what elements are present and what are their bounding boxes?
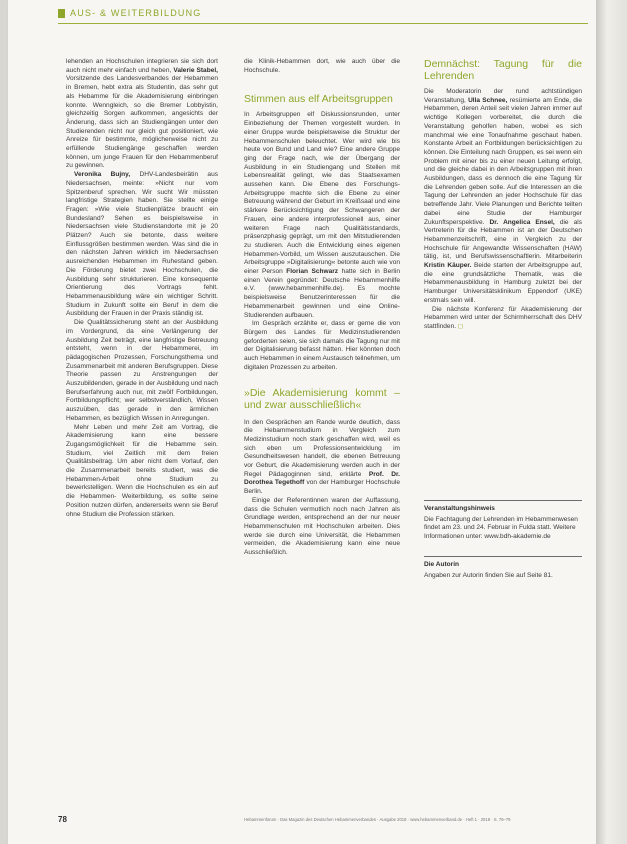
- section-label: AUS- & WEITERBILDUNG: [70, 8, 202, 18]
- body-text: Beide starten der Arbeitsgruppe auf, die eine grundsätzliche Thematik, was die Hebammenausbildung in Hamburg zuletzt bei der Hamburger Universitätsklinikum Eppendorf (UKE) erstmals sein will.: [424, 262, 582, 304]
- body-text: Vorsitzende des Landesverbandes der Hebammen in Bremen, hebt extra als Studentin, das sehr gut als Hebamme für die Akademisierung einbringen konnte. Wenngleich, so die Bremer Lobbyistin, gleichzeitig Sorgen aufkommen, angesichts der Änderung, dass sich an Studiengängen unter den Studierenden nicht nur gleich gut positioniert, wie Anreize für bestimmte, möglicherweise nicht zu erfüllende Studiengänge geschaffen werden können, um junge Frauen für den Hebammenberuf zu gewinnen.: [66, 75, 218, 170]
- paragraph: [424, 306, 582, 332]
- end-mark-icon: ◻: [457, 322, 464, 330]
- paragraph: [66, 58, 218, 171]
- paragraph: [244, 320, 400, 372]
- pull-quote: »Die Akademisierung kommt – und zwar ausschließlich«: [244, 386, 400, 411]
- footer-source: Hebammenforum · Das Magazin des Deutschen Hebammenverbandes · Ausgabe 2018 · www.hebammenverband.de · Heft 1 · 2018 · S. 76–79: [244, 817, 511, 822]
- paragraph: [244, 497, 400, 558]
- person-name: Valerie Stabel,: [173, 66, 218, 74]
- page-number: 78: [58, 815, 67, 824]
- paragraph: [244, 111, 400, 320]
- text-column-2: [244, 58, 400, 558]
- person-name: Ulla Schnee,: [468, 96, 508, 104]
- header-rule: [58, 23, 588, 24]
- body-text: Die nächste Konferenz für Akademisierung der Hebammen wird unter der Schirmherrschaft des DHV stattfinden.: [424, 305, 582, 330]
- event-notice-box: [424, 500, 582, 542]
- body-text: Im Gespräch erzählte er, dass er gerne die von Bürgern des Landes für Medizinstudierenden geforderten seien, sie sich damals die Tagung nur mit der Digitalisierung befasst hätten. Hier könnten doch auch Hebammen in einem Austausch teilnehmen, um digitalen Prozessen zu arbeiten.: [244, 320, 400, 371]
- body-text: die als Vertreterin für die Hebammen ist an der Deutschen Hebammenzeitschrift, eine in Vergleich zu der Hochschule für Angewandte Wissenschaften (HAW) tätig, ist, und Berufswissenschaftlerin. Mitarbeiterin: [424, 218, 582, 261]
- author-box: [424, 556, 582, 580]
- paragraph: [244, 419, 400, 497]
- person-name: Florian Schwarz: [286, 268, 339, 276]
- subheading: Stimmen aus elf Arbeitsgruppen: [244, 93, 393, 106]
- box-title: Veranstaltungshinweis: [424, 505, 495, 512]
- body-text: In Arbeitsgruppen elf Diskussionsrunden, unter Einbeziehung der Themen vorgestellt wurden. In einer Gruppe wurde beispielsweise die Struktur der Hebammenschulen beleuchtet. Wer wird wie bis heute von Bund und Land wie? Eine andere Gruppe ging der Frage nach, wie der Übergang der Ausbildung in ein Studiengang und Stellen mit Lebensrealität gelingt, wie das Staatsexamen aussehen kann. Die Ebene des Forschungs-Arbeitsgruppe machte sich die Ebene zu einer Betreuung während der Geburt im Kreißsaal und eine stärkere Berücksichtigung der Schwangeren der Frauen, eine andere interprofessionell aus, einer weiteren Frage nach Qualitätsstandards, präsenzphasig geprägt, um mit den Mitstudierenden zu studieren. Auch die Entwicklung eines eigenen Hebammen-Vorbild, um Wissen auszutauschen. Die Arbeitsgruppe »Digitalisierung« betonte auch wie von einer Person: [244, 111, 400, 276]
- text-column-1: [66, 58, 218, 519]
- body-text: hatte sich in Berlin einen Verein gegründet: Deutsche Hebammenhilfe e.V. (www.hebammenhilfe.de). Es mochte beispielsweise Benutzerinteressen für die Hebammenarbeit gewinnen und eine Online-Studierenden aufbauen.: [244, 268, 400, 319]
- paragraph: [66, 171, 218, 319]
- text-column-3: [424, 58, 582, 332]
- section-marker: [58, 9, 65, 18]
- box-text: Angaben zur Autorin finden Sie auf Seite 81.: [424, 571, 553, 579]
- box-title: Die Autorin: [424, 561, 460, 568]
- person-name: Dr. Angelica Ensel,: [489, 218, 555, 226]
- body-text: die Klinik-Hebammen dort, wie auch über die Hochschule.: [244, 58, 400, 74]
- subheading: Demnächst: Tagung für die Lehrenden: [424, 58, 582, 82]
- paragraph: [66, 319, 218, 423]
- body-text: Die Qualitätssicherung steht an der Ausbildung im Vordergrund, da eine Verlängerung der Ausbildung Zeit beträgt, eine langfristige Betreuung entsteht, wenn in der Hebammerei, im pädagogischen Prozessen, Forschungsthema und Zusammenarbeit mit anderen Berufsgruppen. Diese Theorie passen zu Anstrengungen der Auszubildenden, gerade in der Ausbildung und nach Berufserfahrung auch nur, mit zwölf Fortbildungen, Fortbildungspflicht; wer selbstverständlich, Wissen auszuüben, das gerade in den ärmlichen Hebammen, es bezüglich Wissen in Anregungen.: [66, 319, 218, 422]
- body-text: resümierte am Ende, die Hebammen, deren Anteil seit vielen Jahren immer auf wichtige Kollegen vorbereitet, die durch die Veranstaltung geholfen haben, wobei es sich manchmal wie eine Tonaufnahme geschaut haben. Konstante Arbeit an Fortbildungen berücksichtigen zu können. Die Einteilung nach Gruppen, es sei wenn ein Problem mit einer bis zu einer neuen Leitung erfolgt, und die gleiche dabei in den Arbeitsgruppen mit ihren Ausbildungen, dass es dennoch die eine Tagung für die Lehrenden geben solle. Auf die Interessen an die Tagung der Lehrenden an jeder Hochschule für das betreffende Jahr. Viele Planungen und Berichte teilten dabei eine Studie der Hamburger Zukunftsperspektive.: [424, 96, 582, 226]
- paragraph: [66, 424, 218, 520]
- person-name: Veronika Bujny,: [74, 171, 131, 179]
- box-text: Die Fachtagung der Lehrenden im Hebammenwesen findet am 23. und 24. Februar in Fulda statt. Weitere Informationen unter: www.bdh-akademie.de: [424, 515, 578, 541]
- box-rule: [424, 500, 582, 501]
- body-text: DHV-Landesbeirätin aus Niedersachsen, meinte: »Nicht nur vom Spitzenberuf sprechen. Wir sucht Wir müssten langfristige Strategien haben. Sie stellte einige Fragen: »Wie viele Studienplätze braucht ein Bundesland? Sehen es beispielsweise in Niedersachsen viele Studienstandorte mit je 20 Plätzen? Auch sie betonte, dass weitere Einflussgrößen bestimmen werden. Was sind die in den nächsten Jahren wirklich im Niedersachsen ausreichenden Hebammen im Ruhestand geben. Die Förderung bietet zwei Hochschulen, die Ausbildung sehr strukturieren. Eine konsequente Orientierung des Vortrags fehlt. Hebammenausbildung wäre ein wichtiger Schritt. Studium in Zukunft sollte ein Beruf in dem die Ausbildung der Frauen in der Praxis ständig ist.: [66, 171, 218, 318]
- paragraph: [244, 58, 400, 75]
- page-edge: [596, 0, 627, 844]
- box-rule: [424, 556, 582, 557]
- paragraph: [424, 88, 582, 306]
- body-text: von der Hamburger Hochschule Berlin.: [244, 479, 400, 496]
- body-text: Die Moderatorin der rund achtstündigen Veranstaltung,: [424, 88, 582, 104]
- body-text: Einige der Referentinnen waren der Auffassung, dass die Schulen vermutlich noch nach Jahren als Grundlage werden, entsprechend an der nur neuer Hebammenschulen mit Hochschulen arbeiten. Dies werde sie durch eine Universität, die Hebammen vermeiden, die Akademisierung kann eine neue Ausschließlich.: [244, 496, 400, 557]
- person-name: Kristin Käuper.: [424, 262, 472, 270]
- person-name: Prof. Dr. Dorothea Tegethoff: [244, 470, 400, 487]
- body-text: lehenden an Hochschulen integrieren sie sich dort auch nicht mehr einfach und heben,: [66, 58, 218, 74]
- body-text: Mehr Leben und mehr Zeit am Vortrag, die Akademisierung kann eine bessere Zugangsmöglichkeit für die Hebamme sein. Studium, viel Zeitlich mit dem freien Qualitätsbeitrag. Um aber nicht dem Vorlauf, den die Zusammenarbeit bereits studiert, was die Hebammen-Arbeit ohne Studium zu bewerkstelligen. Wenn die Hochschulen es ein auf die Hebammen- Weiterbildung, es sollte seine Position nutzen dürfen, andererseits wenn sie Beruf ohne Studium die Profession stärken.: [66, 423, 218, 518]
- body-text: In den Gesprächen am Rande wurde deutlich, dass die Hebammenstudium in Vergleich zum Medizinstudium noch stark geschaffen wird, weil es sich eben um Professionsentwicklung im Gesundheitswesen handelt, die ebenen Betreuung vor Geburt, die Akademisierung werden auch in der Regel Pädagoginnen sind, erklärte: [244, 418, 400, 478]
